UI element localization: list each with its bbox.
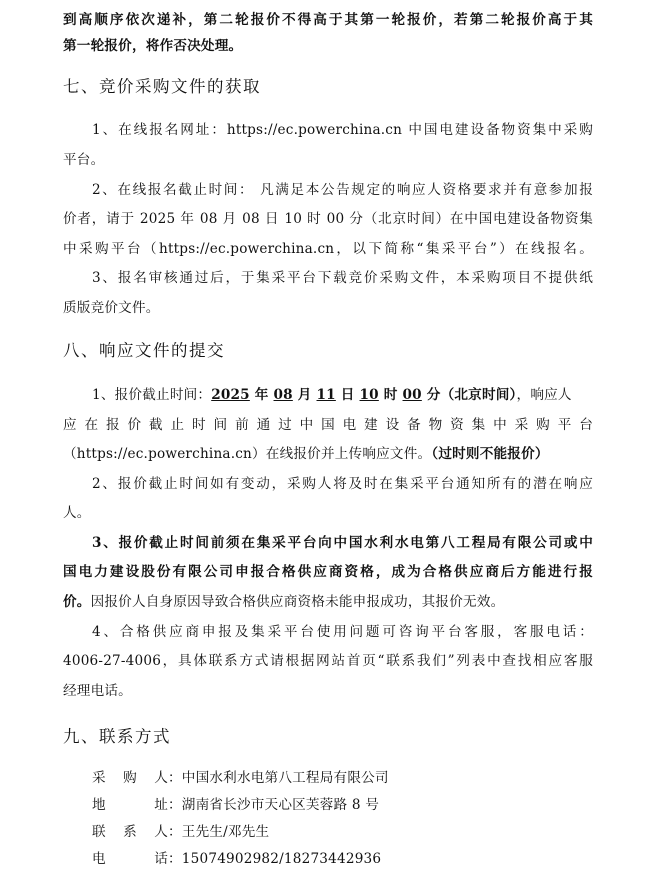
contact-label: 采购人	[92, 770, 168, 786]
text-line: 3、报名审核通过后，于集采平台下载竞价采购文件，本采购项目不提供纸	[92, 270, 593, 286]
text-line: 因报价人自身原因导致合格供应商资格未能申报成功，其报价无效。	[90, 594, 505, 610]
paragraph-line	[63, 10, 593, 30]
text-line: 到高顺序依次递补，第二轮报价不得高于其第一轮报价，若第二轮报价高于其	[63, 12, 593, 28]
deadline-year-unit: 年	[249, 387, 274, 403]
contact-row-phone	[92, 849, 381, 869]
paragraph-line: 质版竞价文件。	[63, 300, 160, 316]
paragraph-line	[63, 415, 593, 435]
paragraph-line	[63, 651, 593, 671]
paragraph-line: 平台。	[63, 152, 105, 168]
deadline-prefix: 1、报价截止时间：	[92, 387, 212, 403]
deadline-hour-unit: 时	[378, 387, 403, 403]
text-line: 价者，请于 2025 年 08 月 08 日 10 时 00 分（北京时间）在中国电建设备物资集	[63, 211, 593, 227]
deadline-day: 11	[316, 387, 336, 403]
deadline-suffix: ，响应人	[516, 387, 572, 403]
text-line: 中采购平台（https://ec.powerchina.cn，以下简称“集采平台”）在线报名。	[63, 241, 593, 257]
paragraph-line: 人。	[63, 505, 91, 521]
deadline-year: 2025	[211, 387, 250, 403]
paragraph-line	[63, 444, 549, 464]
text-line: 3、报价截止时间前须在集采平台向中国水利水电第八工程局有限公司或中	[92, 535, 593, 551]
text-line: 4、合格供应商申报及集采平台使用问题可咨询平台客服，客服电话：	[92, 624, 593, 640]
paragraph-line	[92, 533, 593, 553]
deadline-month-unit: 月	[292, 387, 317, 403]
deadline-minute-unit: 分	[421, 387, 441, 403]
paragraph-line	[92, 180, 593, 200]
section-8-heading: 八、响应文件的提交	[63, 341, 225, 360]
text-line: （https://ec.powerchina.cn）在线报价并上传响应文件。	[63, 446, 432, 462]
deadline-hour: 10	[359, 387, 379, 403]
contact-value: ：15074902982/18273442936	[168, 851, 382, 867]
contact-row-address	[92, 795, 379, 815]
paragraph-line	[92, 268, 593, 288]
text-line: 价。	[63, 594, 91, 610]
text-line: 2、在线报名截止时间： 凡满足本公告规定的响应人资格要求并有意参加报	[92, 182, 593, 198]
text-line: 4006-27-4006，具体联系方式请根据网站首页“联系我们”列表中查找相应客服	[63, 653, 593, 669]
section-7-heading: 七、竞价采购文件的获取	[63, 77, 261, 96]
contact-value: ：中国水利水电第八工程局有限公司	[168, 770, 389, 786]
section-9-heading: 九、联系方式	[63, 727, 171, 746]
contact-value: ：湖南省长沙市天心区芙蓉路 8 号	[168, 797, 380, 813]
paragraph-line	[63, 592, 504, 612]
text-line: 应在报价截止时间前通过中国电建设备物资集中采购平台	[63, 417, 593, 433]
contact-value: ：王先生/邓先生	[168, 824, 270, 840]
late-notice: （过时则不能报价）	[431, 446, 549, 462]
contact-row-buyer	[92, 768, 389, 788]
contact-label: 联系人	[92, 824, 168, 840]
paragraph-line: 第一轮报价，将作否决处理。	[63, 38, 243, 54]
text-line: 2、报价截止时间如有变动，采购人将及时在集采平台通知所有的潜在响应	[92, 476, 593, 492]
contact-label: 地址	[92, 797, 168, 813]
paragraph-line	[92, 385, 572, 405]
deadline-month: 08	[273, 387, 293, 403]
text-line: 国电力建设股份有限公司申报合格供应商资格，成为合格供应商后方能进行报	[63, 564, 593, 580]
paragraph-line	[63, 209, 593, 229]
paragraph-line	[63, 239, 593, 259]
deadline-minute: 00	[402, 387, 422, 403]
deadline-timezone: （北京时间）	[440, 387, 517, 403]
paragraph-line	[92, 120, 593, 140]
paragraph-line	[92, 474, 593, 494]
text-line: 1、在线报名网址：https://ec.powerchina.cn 中国电建设备物资集中采购	[92, 122, 593, 138]
contact-label: 电话	[92, 851, 168, 867]
deadline-day-unit: 日	[335, 387, 360, 403]
contact-row-person	[92, 822, 269, 842]
paragraph-line: 经理电话。	[63, 683, 132, 699]
paragraph-line	[63, 562, 593, 582]
paragraph-line	[92, 622, 593, 642]
